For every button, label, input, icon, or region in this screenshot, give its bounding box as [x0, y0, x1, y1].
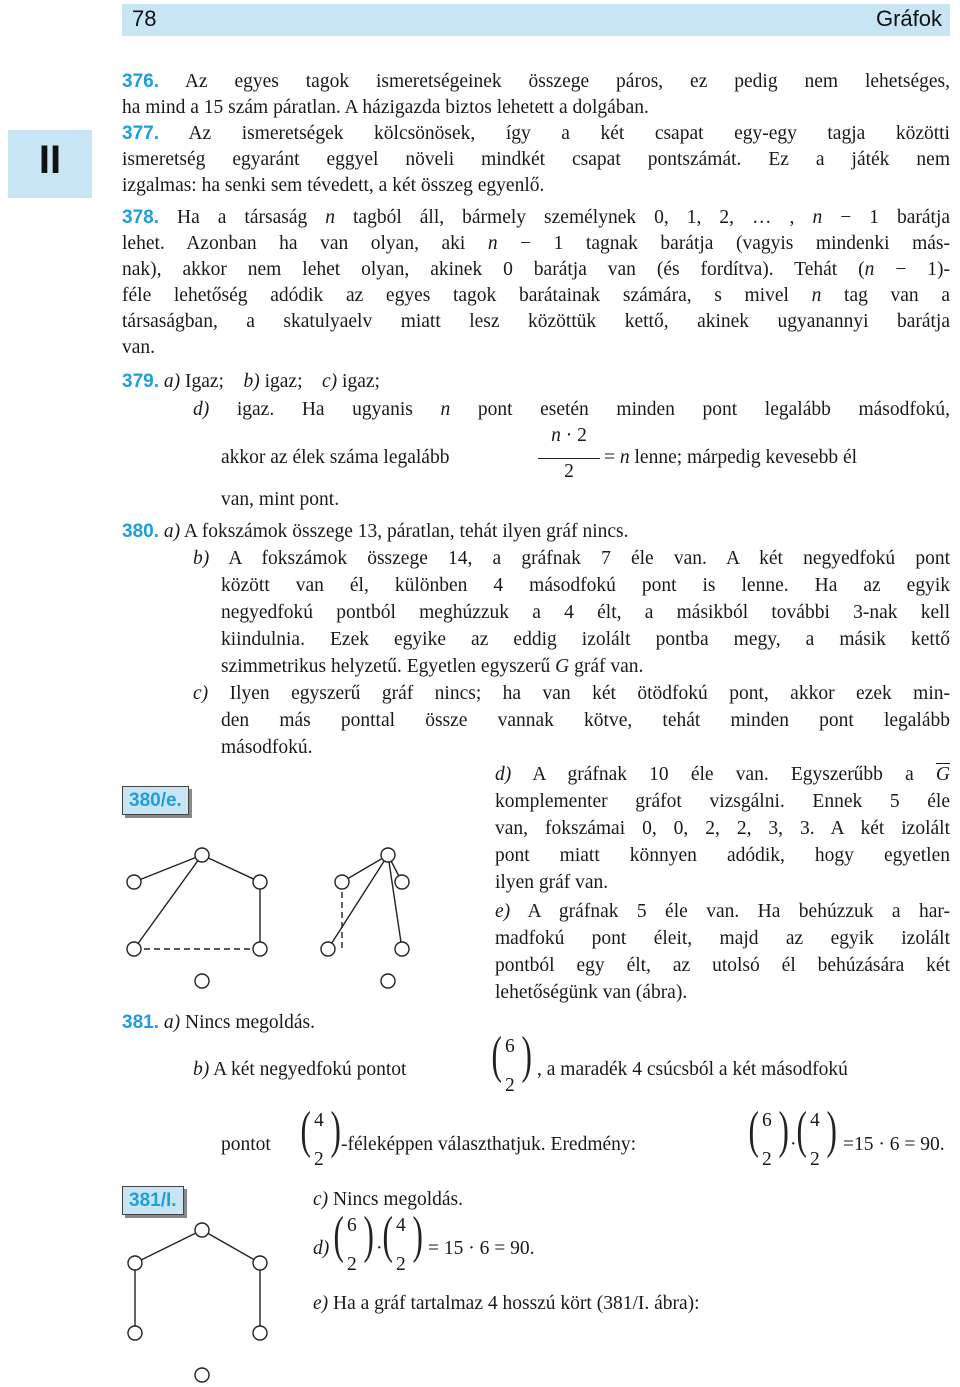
binom-paren-right: ) — [521, 1027, 532, 1084]
binom-paren-left: ( — [491, 1027, 502, 1084]
p379-line4: van, mint pont. — [221, 489, 340, 510]
graph-vertex — [381, 974, 395, 988]
p378-line2: lehet. Azonban ha van olyan, aki n − 1 tagnak barátja (vagyis mindenki más- — [122, 233, 950, 254]
page-header — [122, 4, 950, 36]
binom-top: 4 — [396, 1215, 406, 1236]
graph-vertex — [195, 974, 209, 988]
problem-number: 380. — [122, 521, 159, 542]
p381-b1b: , a maradék 4 csúcsból a két másodfokú — [537, 1059, 848, 1080]
binom-bottom: 2 — [347, 1254, 357, 1275]
p379-line1: 379. a) Igaz; b) igaz; c) igaz; — [122, 371, 380, 392]
binom-paren-left: ( — [333, 1207, 344, 1264]
graph-vertex — [128, 1326, 142, 1340]
p378-line1: 378. Ha a társaság n tagból áll, bármely személynek 0, 1, 2, … , n − 1 barátja — [122, 207, 951, 228]
binom-dot: · — [790, 1134, 797, 1155]
p380-d3: van, fokszámai 0, 0, 2, 2, 3, 3. A két izolált — [495, 818, 950, 839]
figure-label-381i: 381/I. — [122, 1186, 184, 1215]
graph-vertex — [395, 875, 409, 889]
graph-edge — [342, 855, 388, 882]
p376-line1: 376. Az egyes tagok ismeretségeinek összege páros, ez pedig nem lehetséges, — [122, 71, 950, 92]
graph-vertex — [335, 875, 349, 889]
binom-paren-right: ) — [330, 1102, 341, 1159]
p380-b4: kiindulnia. Ezek egyike az eddig izolált pontba megy, a másik kettő — [221, 629, 950, 650]
p378-line5: társaságban, a skatulyaelv miatt lesz közöttük kettő, akinek ugyanannyi barátja — [122, 311, 950, 332]
graph-vertex — [381, 848, 395, 862]
binom-top: 4 — [810, 1110, 820, 1131]
problem-number: 378. — [122, 207, 159, 228]
p379-line2: d) igaz. Ha ugyanis n pont esetén minden pont legalább másodfokú, — [193, 399, 950, 420]
binom-bottom: 2 — [810, 1149, 820, 1170]
fraction-numerator: n · 2 — [551, 425, 587, 446]
p380-e2: madfokú pont éleit, majd az egyik izolált — [495, 928, 950, 949]
p380-b1: b) A fokszámok összege 14, a gráfnak 7 éle van. A két negyedfokú pont — [193, 548, 950, 569]
graph-vertex — [127, 875, 141, 889]
graph-edge — [202, 1230, 260, 1263]
graph-vertex — [195, 1368, 209, 1382]
graph-vertex — [195, 848, 209, 862]
p381-c: c) Nincs megoldás. — [313, 1189, 464, 1210]
p380-c1: c) Ilyen egyszerű gráf nincs; ha van két ötödfokú pont, akkor ezek min- — [193, 683, 950, 704]
p379-line3b: = n lenne; márpedig kevesebb él — [604, 447, 858, 468]
p381-a: 381. a) Nincs megoldás. — [122, 1012, 315, 1033]
graph-edge — [202, 855, 260, 882]
binom-paren-left: ( — [748, 1102, 759, 1159]
graph-edge — [135, 1230, 202, 1263]
binom-top: 6 — [762, 1110, 772, 1131]
binom-paren-right: ) — [778, 1102, 789, 1159]
binom-top: 4 — [314, 1110, 324, 1131]
graph-vertex — [128, 1256, 142, 1270]
binom-paren-left: ( — [382, 1207, 393, 1264]
p378-line3: nak), akkor nem lehet olyan, akinek 0 barátja van (és fordítva). Tehát (n − 1)- — [122, 259, 950, 280]
graph-vertex — [195, 1223, 209, 1237]
p381-b2b: -féleképpen választhatjuk. Eredmény: — [341, 1134, 637, 1155]
graph-vertex — [321, 942, 335, 956]
p380-d2: komplementer gráfot vizsgálni. Ennek 5 éle — [495, 791, 950, 812]
problem-number: 379. — [122, 371, 159, 392]
graph-vertex — [253, 875, 267, 889]
p380-d5: ilyen gráf van. — [495, 872, 609, 893]
p377-line3: izgalmas: ha senki sem tévedett, a két összeg egyenlő. — [122, 175, 545, 196]
binom-paren-left: ( — [796, 1102, 807, 1159]
binom-bottom: 2 — [762, 1149, 772, 1170]
binom-bottom: 2 — [396, 1254, 406, 1275]
binom-bottom: 2 — [505, 1075, 515, 1096]
graph-vertex — [253, 1326, 267, 1340]
p380-c3: másodfokú. — [221, 737, 313, 758]
p381-d-label: d) — [313, 1238, 330, 1259]
binom-paren-right: ) — [412, 1207, 423, 1264]
binom-top: 6 — [347, 1215, 357, 1236]
binom-top: 6 — [505, 1036, 515, 1057]
page-number: 78 — [132, 6, 157, 31]
p380-b5: szimmetrikus helyzetű. Egyetlen egyszerű G gráf van. — [221, 656, 644, 677]
figure-381i — [120, 1215, 280, 1385]
p380-d1: d) A gráfnak 10 éle van. Egyszerűbb a $\overline{G}$ — [495, 764, 950, 785]
p380-b2: között van él, különben 4 másodfokú pont is lenne. Ha az egyik — [221, 575, 950, 596]
binom-bottom: 2 — [314, 1149, 324, 1170]
p381-b2a: pontot — [221, 1134, 271, 1155]
p381-d-result: = 15 · 6 = 90. — [428, 1238, 535, 1259]
binom-paren-right: ) — [363, 1207, 374, 1264]
p380-c2: den más ponttal össze vannak kötve, tehát minden pont legalább — [221, 710, 950, 731]
graph-vertex — [395, 942, 409, 956]
graph-vertex — [127, 942, 141, 956]
figure-380e — [120, 815, 420, 995]
p378-line4: féle lehetőség adódik az egyes tagok barátainak számára, s mivel n tag van a — [122, 285, 951, 306]
problem-number: 381. — [122, 1012, 159, 1033]
p380-d4: pont miatt könnyen adódik, hogy egyetlen — [495, 845, 950, 866]
graph-edge — [328, 855, 388, 949]
p380-e4: lehetőségünk van (ábra). — [495, 982, 688, 1003]
p380-e3: pontból egy élt, az utolsó él behúzására két — [495, 955, 950, 976]
p380-a: 380. a) A fokszámok összege 13, páratlan, tehát ilyen gráf nincs. — [122, 521, 629, 542]
figure-label-380e: 380/e. — [122, 786, 189, 815]
p377-line2: ismeretség egyaránt eggyel növeli mindkét csapat pontszámát. Ez a játék nem — [122, 149, 950, 170]
graph-vertex — [253, 1256, 267, 1270]
problem-number: 376. — [122, 71, 159, 92]
binom-paren-right: ) — [826, 1102, 837, 1159]
fraction-bar — [538, 458, 600, 459]
chapter-marker — [8, 130, 92, 198]
chapter-numeral: II — [38, 138, 62, 182]
binom-dot: · — [376, 1238, 383, 1259]
p380-e1: e) A gráfnak 5 éle van. Ha behúzzuk a har- — [495, 901, 950, 922]
p377-line1: 377. Az ismeretségek kölcsönösek, így a két csapat egy-egy tagja közötti — [122, 123, 950, 144]
p381-e: e) Ha a gráf tartalmaz 4 hosszú kört (381/I. ábra): — [313, 1293, 700, 1314]
p379-line3a: akkor az élek száma legalább — [221, 447, 450, 468]
p381-b1a: b) A két negyedfokú pontot — [193, 1059, 407, 1080]
p376-line2: ha mind a 15 szám páratlan. A házigazda biztos lehetett a dolgában. — [122, 97, 649, 118]
p380-b3: negyedfokú pontból meghúzzuk a 4 élt, a másikból további 3-nak kell — [221, 602, 950, 623]
graph-vertex — [253, 942, 267, 956]
running-head: Gráfok — [875, 6, 942, 31]
problem-number: 377. — [122, 123, 159, 144]
p381-b2d: =15 · 6 = 90. — [843, 1134, 945, 1155]
p378-line6: van. — [122, 337, 156, 358]
binom-paren-left: ( — [300, 1102, 311, 1159]
fraction-denominator: 2 — [564, 461, 574, 482]
